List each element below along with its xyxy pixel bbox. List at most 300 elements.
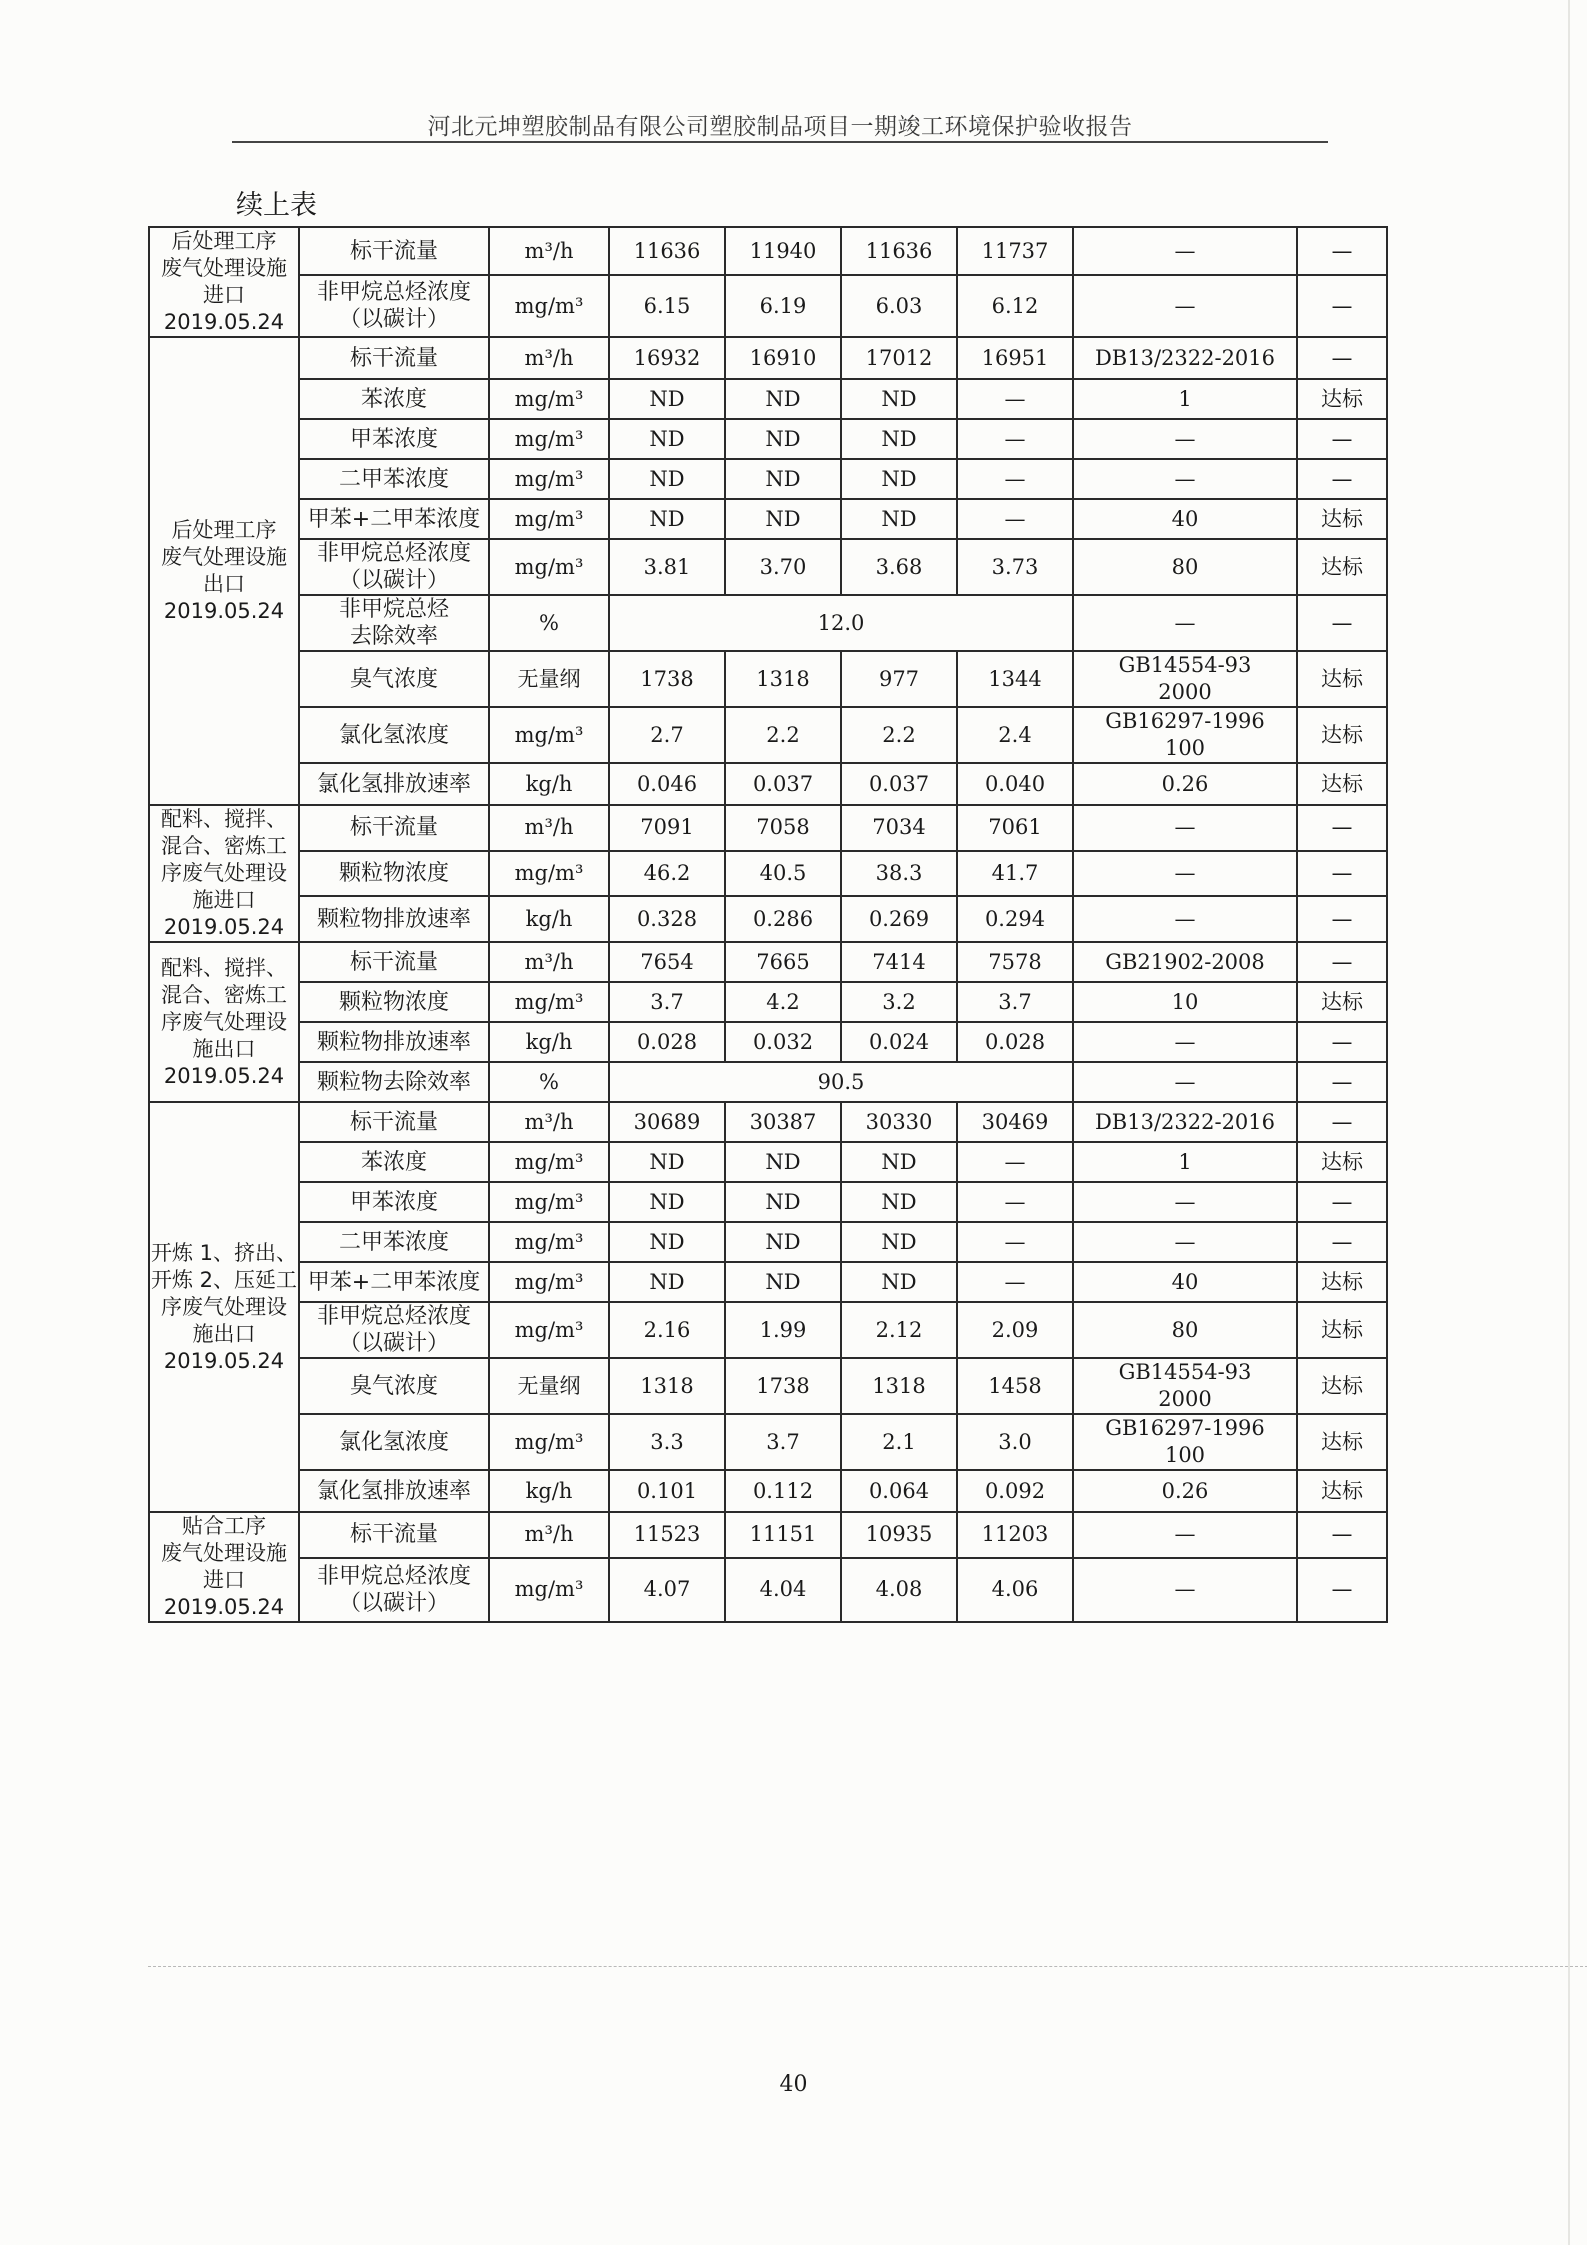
value-3-cell: 2.1 [841, 1414, 957, 1470]
value-1-cell: ND [609, 1262, 725, 1302]
value-1-cell: 16932 [609, 337, 725, 379]
location-cell-line: 开炼 2、压延工 [150, 1267, 298, 1292]
table-row [149, 851, 1387, 897]
result-cell: 达标 [1297, 1262, 1387, 1302]
result-cell: — [1297, 896, 1387, 942]
value-3-cell: 3.68 [841, 539, 957, 595]
standard-cell: — [1073, 275, 1297, 337]
value-2-cell: ND [725, 379, 841, 419]
standard-cell-line: 100 [1164, 736, 1206, 760]
unit-cell: m³/h [489, 1102, 609, 1142]
table-row [149, 379, 1387, 419]
item-cell: 臭气浓度 [299, 1358, 489, 1414]
value-3-cell: ND [841, 419, 957, 459]
table-caption: 续上表 [236, 190, 317, 221]
table-row [149, 896, 1387, 942]
value-1-cell: 1738 [609, 651, 725, 707]
value-2-cell: ND [725, 1222, 841, 1262]
item-cell: 标干流量 [299, 805, 489, 851]
value-3-cell: 30330 [841, 1102, 957, 1142]
scan-fold-line [148, 1966, 1587, 1967]
table-row [149, 1358, 1387, 1414]
item-cell: 甲苯浓度 [299, 419, 489, 459]
standard-cell: 1 [1073, 1142, 1297, 1182]
value-2-cell: 0.032 [725, 1022, 841, 1062]
value-2-cell: 0.286 [725, 896, 841, 942]
result-cell: — [1297, 1512, 1387, 1558]
unit-cell: kg/h [489, 896, 609, 942]
value-3-cell: 2.12 [841, 1302, 957, 1358]
item-cell: 臭气浓度 [299, 651, 489, 707]
table-row [149, 1102, 1387, 1142]
average-cell: 7578 [957, 942, 1073, 982]
standard-cell: — [1073, 459, 1297, 499]
item-cell: 标干流量 [299, 1102, 489, 1142]
unit-cell: mg/m³ [489, 1182, 609, 1222]
standard-cell-line: 100 [1164, 1443, 1206, 1467]
location-cell-line: 序废气处理设 [161, 861, 287, 885]
average-cell: 6.12 [957, 275, 1073, 337]
page-header: 河北元坤塑胶制品有限公司塑胶制品项目一期竣工环境保护验收报告 [427, 114, 1133, 140]
standard-cell: — [1073, 896, 1297, 942]
value-3-cell: 7414 [841, 942, 957, 982]
table-row [149, 419, 1387, 459]
result-cell: 达标 [1297, 539, 1387, 595]
standard-cell: — [1073, 1222, 1297, 1262]
value-1-cell: 4.07 [609, 1558, 725, 1622]
item-cell: 标干流量 [299, 1512, 489, 1558]
result-cell: — [1297, 419, 1387, 459]
monitoring-table-wrap [148, 226, 1388, 1623]
table-row [149, 337, 1387, 379]
unit-cell: m³/h [489, 805, 609, 851]
standard-cell: DB13/2322-2016 [1073, 337, 1297, 379]
result-cell: 达标 [1297, 707, 1387, 763]
value-2-cell: 1318 [725, 651, 841, 707]
value-3-cell: 0.064 [841, 1470, 957, 1512]
header-rule [232, 141, 1328, 143]
value-2-cell: 6.19 [725, 275, 841, 337]
result-cell: — [1297, 1558, 1387, 1622]
value-3-cell: 1318 [841, 1358, 957, 1414]
average-cell: — [957, 459, 1073, 499]
value-3-cell: ND [841, 499, 957, 539]
location-cell-line: 2019.05.24 [163, 1595, 285, 1619]
table-row [149, 1302, 1387, 1358]
item-cell: 二甲苯浓度 [299, 459, 489, 499]
location-cell [149, 1512, 299, 1622]
location-cell-line: 废气处理设施 [161, 256, 287, 280]
location-cell-line: 2019.05.24 [163, 1063, 285, 1088]
standard-cell: DB13/2322-2016 [1073, 1102, 1297, 1142]
value-3-cell: ND [841, 1142, 957, 1182]
item-cell: 氯化氢排放速率 [299, 1470, 489, 1512]
standard-cell-line: 2000 [1158, 680, 1212, 704]
table-row [149, 1512, 1387, 1558]
value-3-cell: 10935 [841, 1512, 957, 1558]
unit-cell: m³/h [489, 942, 609, 982]
value-1-cell: ND [609, 1142, 725, 1182]
average-cell: 30469 [957, 1102, 1073, 1142]
item-cell-line: 非甲烷总烃 [338, 597, 449, 622]
location-cell [149, 942, 299, 1102]
value-2-cell: 1.99 [725, 1302, 841, 1358]
location-cell [149, 337, 299, 805]
standard-cell: — [1073, 1022, 1297, 1062]
value-2-cell: 4.04 [725, 1558, 841, 1622]
average-cell: — [957, 1222, 1073, 1262]
location-cell-line: 后处理工序 [171, 518, 277, 542]
average-cell: — [957, 499, 1073, 539]
result-cell: — [1297, 1022, 1387, 1062]
location-cell-line: 进口 [203, 1568, 245, 1592]
item-cell [299, 595, 489, 651]
standard-cell: 1 [1073, 379, 1297, 419]
value-2-cell: 7665 [725, 942, 841, 982]
result-cell: — [1297, 275, 1387, 337]
standard-cell [1073, 707, 1297, 763]
value-2-cell: ND [725, 1142, 841, 1182]
value-1-cell: 6.15 [609, 275, 725, 337]
value-2-cell: 11151 [725, 1512, 841, 1558]
location-cell [149, 227, 299, 337]
value-1-cell: 30689 [609, 1102, 725, 1142]
standard-cell: GB21902-2008 [1073, 942, 1297, 982]
value-1-cell: 0.046 [609, 763, 725, 805]
table-row [149, 1182, 1387, 1222]
unit-cell: mg/m³ [489, 1302, 609, 1358]
item-cell: 颗粒物排放速率 [299, 1022, 489, 1062]
value-1-cell: ND [609, 379, 725, 419]
unit-cell: m³/h [489, 227, 609, 275]
result-cell: — [1297, 337, 1387, 379]
unit-cell: 无量纲 [489, 1358, 609, 1414]
item-cell: 二甲苯浓度 [299, 1222, 489, 1262]
result-cell: — [1297, 1102, 1387, 1142]
average-cell: 11203 [957, 1512, 1073, 1558]
location-cell-line: 2019.05.24 [163, 599, 285, 623]
location-cell-line: 混合、密炼工 [161, 834, 287, 858]
standard-cell: — [1073, 595, 1297, 651]
value-1-cell: 46.2 [609, 851, 725, 897]
unit-cell: mg/m³ [489, 1414, 609, 1470]
standard-cell-line: GB16297-1996 [1105, 709, 1265, 733]
value-1-cell: 2.16 [609, 1302, 725, 1358]
item-cell: 氯化氢浓度 [299, 707, 489, 763]
item-cell: 标干流量 [299, 337, 489, 379]
table-row [149, 651, 1387, 707]
value-1-cell: 1318 [609, 1358, 725, 1414]
table-row [149, 499, 1387, 539]
location-cell-line: 2019.05.24 [163, 1348, 285, 1373]
result-cell: 达标 [1297, 1302, 1387, 1358]
result-cell: — [1297, 1222, 1387, 1262]
item-cell [299, 1558, 489, 1622]
page-number: 40 [779, 2072, 808, 2097]
item-cell: 颗粒物排放速率 [299, 896, 489, 942]
standard-cell-line: 2000 [1158, 1387, 1212, 1411]
value-2-cell: ND [725, 419, 841, 459]
item-cell-line: 非甲烷总烃浓度 [316, 1304, 471, 1329]
item-cell-line: （以碳计） [338, 307, 449, 333]
value-2-cell: ND [725, 1182, 841, 1222]
result-cell: — [1297, 851, 1387, 897]
item-cell: 甲苯+二甲苯浓度 [299, 1262, 489, 1302]
value-1-cell: 7091 [609, 805, 725, 851]
item-cell-line: 非甲烷总烃浓度 [316, 1563, 471, 1589]
unit-cell: mg/m³ [489, 499, 609, 539]
location-cell-line: 配料、搅拌、 [161, 955, 287, 980]
value-3-cell: 6.03 [841, 275, 957, 337]
result-cell: 达标 [1297, 379, 1387, 419]
table-row [149, 1062, 1387, 1102]
standard-cell [1073, 651, 1297, 707]
result-cell: — [1297, 1182, 1387, 1222]
value-3-cell: 3.2 [841, 982, 957, 1022]
table-row [149, 1470, 1387, 1512]
value-3-cell: ND [841, 1182, 957, 1222]
table-row [149, 539, 1387, 595]
value-3-cell: 17012 [841, 337, 957, 379]
value-3-cell: 0.037 [841, 763, 957, 805]
item-cell [299, 275, 489, 337]
location-cell-line: 废气处理设施 [161, 1541, 287, 1565]
value-3-cell: 2.2 [841, 707, 957, 763]
standard-cell: 40 [1073, 1262, 1297, 1302]
location-cell-line: 进口 [203, 283, 245, 307]
result-cell: — [1297, 459, 1387, 499]
item-cell-line: （以碳计） [338, 568, 449, 593]
result-cell: — [1297, 227, 1387, 275]
value-3-cell: 11636 [841, 227, 957, 275]
standard-cell: — [1073, 1062, 1297, 1102]
average-cell: — [957, 419, 1073, 459]
table-row [149, 942, 1387, 982]
unit-cell: kg/h [489, 763, 609, 805]
average-cell: — [957, 1262, 1073, 1302]
value-3-cell: ND [841, 1222, 957, 1262]
value-2-cell: 0.112 [725, 1470, 841, 1512]
average-cell: 7061 [957, 805, 1073, 851]
result-cell: 达标 [1297, 499, 1387, 539]
value-2-cell: 11940 [725, 227, 841, 275]
scan-edge [1568, 0, 1570, 2245]
item-cell [299, 539, 489, 595]
average-cell: 0.040 [957, 763, 1073, 805]
average-cell: 0.028 [957, 1022, 1073, 1062]
unit-cell: mg/m³ [489, 1222, 609, 1262]
table-row [149, 707, 1387, 763]
average-cell: 0.294 [957, 896, 1073, 942]
location-cell-line: 后处理工序 [171, 229, 277, 253]
value-1-cell: 11523 [609, 1512, 725, 1558]
value-3-cell: 0.024 [841, 1022, 957, 1062]
value-1-cell: 0.328 [609, 896, 725, 942]
average-cell: 1344 [957, 651, 1073, 707]
item-cell: 甲苯+二甲苯浓度 [299, 499, 489, 539]
unit-cell: mg/m³ [489, 851, 609, 897]
result-cell: — [1297, 805, 1387, 851]
standard-cell [1073, 1414, 1297, 1470]
unit-cell: mg/m³ [489, 459, 609, 499]
average-cell: 11737 [957, 227, 1073, 275]
value-1-cell: ND [609, 1222, 725, 1262]
value-1-cell: 11636 [609, 227, 725, 275]
standard-cell: 0.26 [1073, 1470, 1297, 1512]
table-row [149, 1222, 1387, 1262]
standard-cell-line: GB16297-1996 [1105, 1416, 1265, 1440]
table-row [149, 275, 1387, 337]
value-2-cell: 40.5 [725, 851, 841, 897]
value-2-cell: 3.70 [725, 539, 841, 595]
value-2-cell: 7058 [725, 805, 841, 851]
item-cell-line: （以碳计） [338, 1331, 449, 1356]
value-1-cell: 3.3 [609, 1414, 725, 1470]
item-cell: 氯化氢浓度 [299, 1414, 489, 1470]
standard-cell: — [1073, 227, 1297, 275]
unit-cell: % [489, 595, 609, 651]
location-cell-line: 混合、密炼工 [161, 982, 287, 1007]
value-3-cell: ND [841, 379, 957, 419]
location-cell-line: 施进口 [192, 888, 256, 912]
item-cell-line: 非甲烷总烃浓度 [316, 280, 471, 306]
value-1-cell: 2.7 [609, 707, 725, 763]
location-cell-line: 开炼 1、挤出、 [150, 1240, 298, 1265]
item-cell: 苯浓度 [299, 379, 489, 419]
value-1-cell: 3.7 [609, 982, 725, 1022]
standard-cell: — [1073, 419, 1297, 459]
standard-cell: 10 [1073, 982, 1297, 1022]
result-cell: 达标 [1297, 651, 1387, 707]
average-cell: 2.4 [957, 707, 1073, 763]
location-cell-line: 贴合工序 [182, 1514, 266, 1538]
value-2-cell: 30387 [725, 1102, 841, 1142]
result-cell: 达标 [1297, 1142, 1387, 1182]
average-cell: 3.7 [957, 982, 1073, 1022]
item-cell: 甲苯浓度 [299, 1182, 489, 1222]
average-cell: 41.7 [957, 851, 1073, 897]
unit-cell: mg/m³ [489, 539, 609, 595]
average-cell: 16951 [957, 337, 1073, 379]
average-cell: 4.06 [957, 1558, 1073, 1622]
table-row [149, 805, 1387, 851]
unit-cell: % [489, 1062, 609, 1102]
table-row [149, 1262, 1387, 1302]
standard-cell [1073, 1358, 1297, 1414]
result-cell: — [1297, 595, 1387, 651]
standard-cell: 0.26 [1073, 763, 1297, 805]
item-cell-line: 非甲烷总烃浓度 [316, 541, 471, 566]
average-cell: 3.0 [957, 1414, 1073, 1470]
item-cell [299, 1302, 489, 1358]
monitoring-table [148, 226, 1388, 1623]
table-row [149, 1142, 1387, 1182]
table-body [149, 227, 1387, 1622]
merged-value-cell: 12.0 [609, 595, 1073, 651]
result-cell: 达标 [1297, 763, 1387, 805]
table-row [149, 595, 1387, 651]
average-cell: 3.73 [957, 539, 1073, 595]
unit-cell: kg/h [489, 1470, 609, 1512]
result-cell: 达标 [1297, 982, 1387, 1022]
result-cell: 达标 [1297, 1470, 1387, 1512]
average-cell: — [957, 1142, 1073, 1182]
result-cell: — [1297, 1062, 1387, 1102]
standard-cell: — [1073, 1558, 1297, 1622]
location-cell-line: 序废气处理设 [161, 1294, 287, 1319]
unit-cell: mg/m³ [489, 379, 609, 419]
unit-cell: mg/m³ [489, 419, 609, 459]
value-1-cell: ND [609, 499, 725, 539]
item-cell: 颗粒物浓度 [299, 982, 489, 1022]
location-cell-line: 出口 [203, 572, 245, 596]
location-cell-line: 2019.05.24 [163, 310, 285, 334]
location-cell-line: 配料、搅拌、 [161, 807, 287, 831]
standard-cell: — [1073, 805, 1297, 851]
value-1-cell: ND [609, 419, 725, 459]
value-2-cell: 2.2 [725, 707, 841, 763]
value-2-cell: 3.7 [725, 1414, 841, 1470]
average-cell: — [957, 1182, 1073, 1222]
value-2-cell: 0.037 [725, 763, 841, 805]
item-cell: 氯化氢排放速率 [299, 763, 489, 805]
table-row [149, 1414, 1387, 1470]
location-cell-line: 施出口 [192, 1036, 256, 1061]
value-1-cell: ND [609, 459, 725, 499]
value-2-cell: ND [725, 1262, 841, 1302]
table-row [149, 982, 1387, 1022]
value-3-cell: 7034 [841, 805, 957, 851]
location-cell-line: 施出口 [192, 1321, 256, 1346]
average-cell: 0.092 [957, 1470, 1073, 1512]
unit-cell: kg/h [489, 1022, 609, 1062]
location-cell [149, 805, 299, 942]
unit-cell: m³/h [489, 337, 609, 379]
value-2-cell: ND [725, 499, 841, 539]
unit-cell: mg/m³ [489, 982, 609, 1022]
unit-cell: mg/m³ [489, 1558, 609, 1622]
value-3-cell: ND [841, 1262, 957, 1302]
value-1-cell: ND [609, 1182, 725, 1222]
average-cell: 1458 [957, 1358, 1073, 1414]
unit-cell: 无量纲 [489, 651, 609, 707]
location-cell-line: 废气处理设施 [161, 545, 287, 569]
value-3-cell: 4.08 [841, 1558, 957, 1622]
item-cell: 颗粒物去除效率 [299, 1062, 489, 1102]
standard-cell: — [1073, 851, 1297, 897]
value-3-cell: 0.269 [841, 896, 957, 942]
item-cell: 苯浓度 [299, 1142, 489, 1182]
standard-cell-line: GB14554-93 [1118, 653, 1252, 677]
location-cell [149, 1102, 299, 1512]
item-cell: 标干流量 [299, 227, 489, 275]
standard-cell: — [1073, 1512, 1297, 1558]
unit-cell: mg/m³ [489, 1262, 609, 1302]
unit-cell: mg/m³ [489, 275, 609, 337]
result-cell: 达标 [1297, 1358, 1387, 1414]
result-cell: — [1297, 942, 1387, 982]
result-cell: 达标 [1297, 1414, 1387, 1470]
standard-cell: — [1073, 1182, 1297, 1222]
average-cell: 2.09 [957, 1302, 1073, 1358]
value-1-cell: 7654 [609, 942, 725, 982]
item-cell: 标干流量 [299, 942, 489, 982]
location-cell-line: 序废气处理设 [161, 1009, 287, 1034]
unit-cell: mg/m³ [489, 707, 609, 763]
value-1-cell: 0.028 [609, 1022, 725, 1062]
value-2-cell: 1738 [725, 1358, 841, 1414]
standard-cell-line: GB14554-93 [1118, 1360, 1252, 1384]
